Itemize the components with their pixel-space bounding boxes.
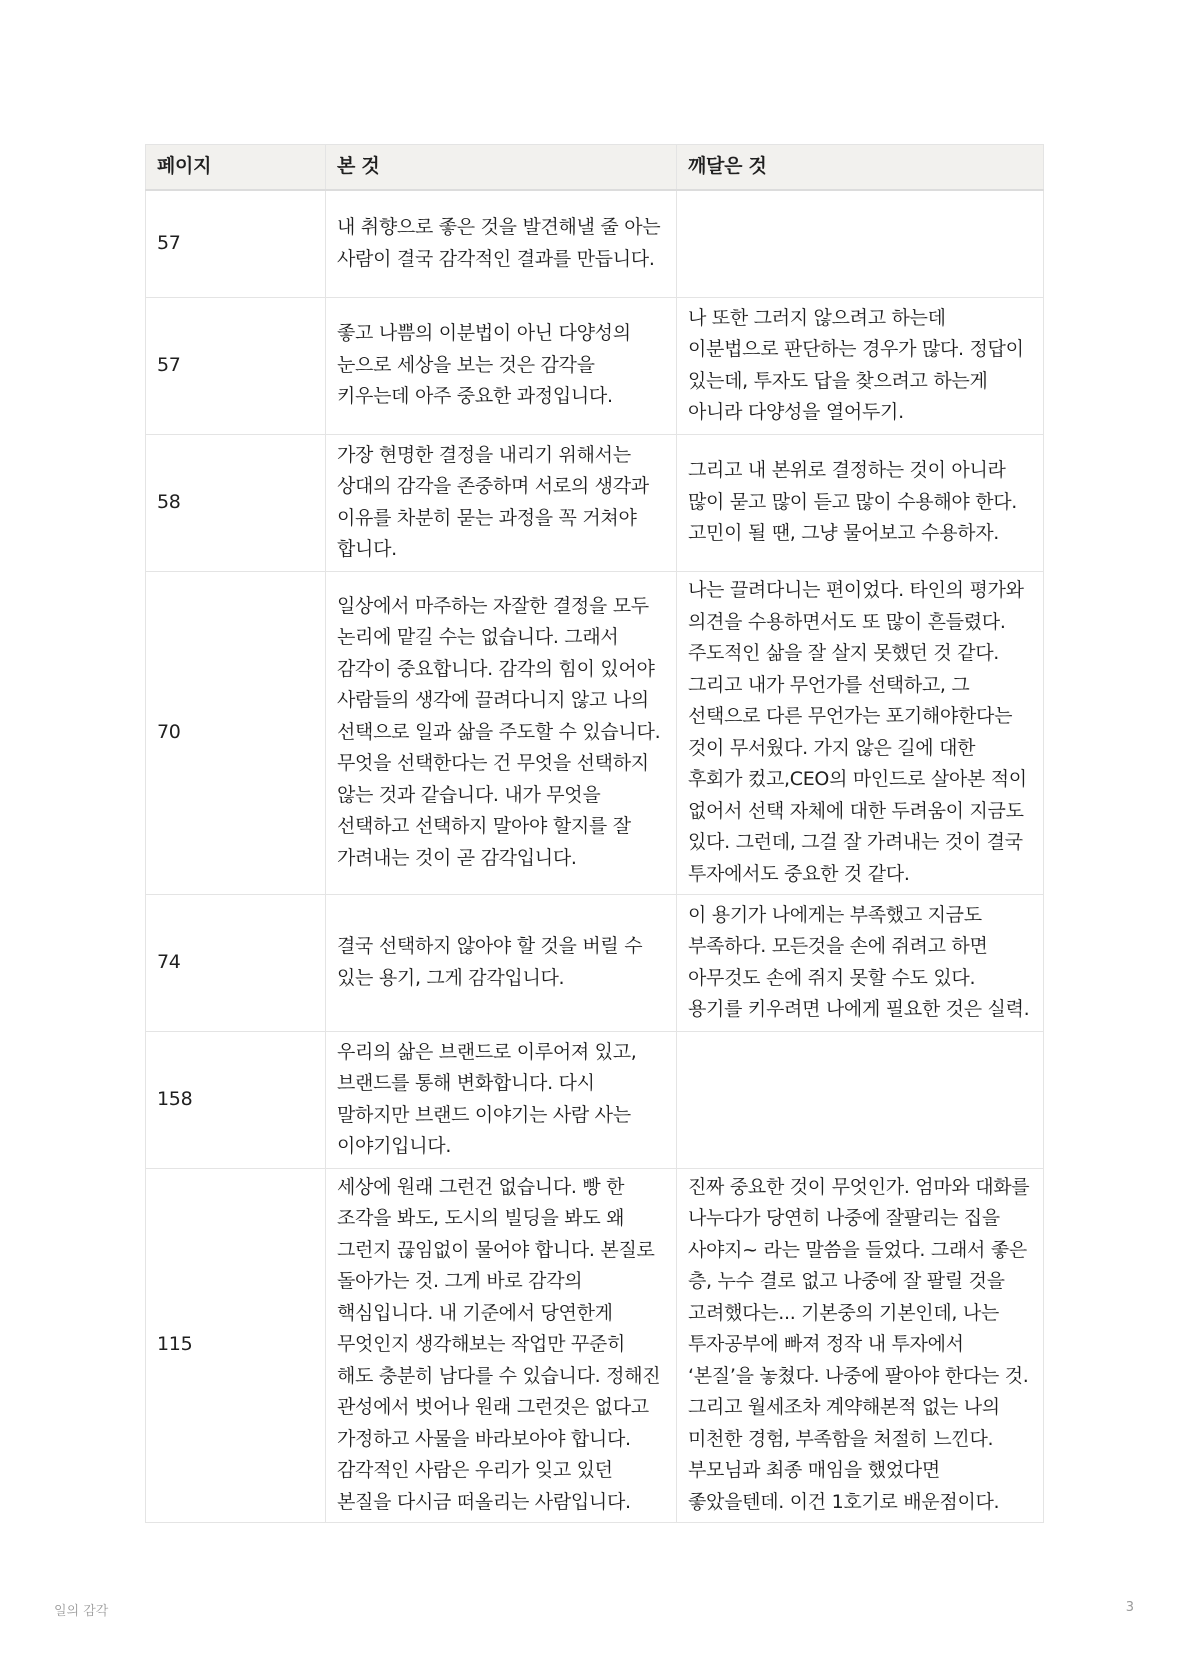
cell-page: 74 <box>146 894 326 1031</box>
cell-learned: 나는 끌려다니는 편이었다. 타인의 평가와 의견을 수용하면서도 또 많이 흔들렸다. 주도적인 삶을 잘 살지 못했던 것 같다. 그리고 내가 무언가를 선택하고, 그 선택으로 다른 무언가는 포기해야한다는 것이 무서웠다. 가지 않은 길에 대한 후회가 컸고,CEO의 마인드로 살아본 적이 없어서 선택 자체에 대한 두려움이 지금도 있다. 그런데, 그걸 잘 가려내는 것이 결국 투자에서도 중요한 것 같다. <box>677 571 1044 894</box>
cell-page: 58 <box>146 434 326 571</box>
table-header-row <box>146 145 1044 191</box>
table-row <box>146 1031 1044 1168</box>
cell-page: 158 <box>146 1031 326 1168</box>
table-row <box>146 1168 1044 1522</box>
cell-seen: 가장 현명한 결정을 내리기 위해서는 상대의 감각을 존중하며 서로의 생각과 이유를 차분히 묻는 과정을 꼭 거쳐야 합니다. <box>326 434 677 571</box>
header-seen: 본 것 <box>326 145 677 191</box>
table-row <box>146 894 1044 1031</box>
cell-seen: 세상에 원래 그런건 없습니다. 빵 한 조각을 봐도, 도시의 빌딩을 봐도 왜 그런지 끊임없이 물어야 합니다. 본질로 돌아가는 것. 그게 바로 감각의 핵심입니다. 내 기준에서 당연한게 무엇인지 생각해보는 작업만 꾸준히 해도 충분히 남다를 수 있습니다. 정해진 관성에서 벗어나 원래 그런것은 없다고 가정하고 사물을 바라보아야 합니다. 감각적인 사람은 우리가 잊고 있던 본질을 다시금 떠올리는 사람입니다. <box>326 1168 677 1522</box>
table-row <box>146 297 1044 434</box>
table-row <box>146 434 1044 571</box>
cell-learned: 진짜 중요한 것이 무엇인가. 엄마와 대화를 나누다가 당연히 나중에 잘팔리는 집을 사야지~ 라는 말씀을 들었다. 그래서 좋은 층, 누수 결로 없고 나중에 잘 팔릴 것을 고려했다는... 기본중의 기본인데, 나는 투자공부에 빠져 정작 내 투자에서 ‘본질’을 놓쳤다. 나중에 팔아야 한다는 것. 그리고 월세조차 계약해본적 없는 나의 미천한 경험, 부족함을 처절히 느낀다. 부모님과 최종 매임을 했었다면 좋았을텐데. 이건 1호기로 배운점이다. <box>677 1168 1044 1522</box>
table-row <box>146 190 1044 297</box>
cell-learned <box>677 190 1044 297</box>
table-row <box>146 571 1044 894</box>
cell-learned: 그리고 내 본위로 결정하는 것이 아니라 많이 묻고 많이 듣고 많이 수용해야 한다. 고민이 될 땐, 그냥 물어보고 수용하자. <box>677 434 1044 571</box>
cell-page: 115 <box>146 1168 326 1522</box>
cell-learned: 이 용기가 나에게는 부족했고 지금도 부족하다. 모든것을 손에 쥐려고 하면 아무것도 손에 쥐지 못할 수도 있다. 용기를 키우려면 나에게 필요한 것은 실력. <box>677 894 1044 1031</box>
cell-seen: 일상에서 마주하는 자잘한 결정을 모두 논리에 맡길 수는 없습니다. 그래서 감각이 중요합니다. 감각의 힘이 있어야 사람들의 생각에 끌려다니지 않고 나의 선택으로 일과 삶을 주도할 수 있습니다. 무엇을 선택한다는 건 무엇을 선택하지 않는 것과 같습니다. 내가 무엇을 선택하고 선택하지 말아야 할지를 잘 가려내는 것이 곧 감각입니다. <box>326 571 677 894</box>
header-page: 페이지 <box>146 145 326 191</box>
cell-seen: 좋고 나쁨의 이분법이 아닌 다양성의 눈으로 세상을 보는 것은 감각을 키우는데 아주 중요한 과정입니다. <box>326 297 677 434</box>
notes-table <box>145 144 1044 1523</box>
header-learned: 깨달은 것 <box>677 145 1044 191</box>
cell-seen: 결국 선택하지 않아야 할 것을 버릴 수 있는 용기, 그게 감각입니다. <box>326 894 677 1031</box>
cell-learned: 나 또한 그러지 않으려고 하는데 이분법으로 판단하는 경우가 많다. 정답이 있는데, 투자도 답을 찾으려고 하는게 아니라 다양성을 열어두기. <box>677 297 1044 434</box>
footer-document-title: 일의 감각 <box>54 1604 109 1619</box>
cell-seen: 우리의 삶은 브랜드로 이루어져 있고, 브랜드를 통해 변화합니다. 다시 말하지만 브랜드 이야기는 사람 사는 이야기입니다. <box>326 1031 677 1168</box>
cell-page: 57 <box>146 297 326 434</box>
cell-seen: 내 취향으로 좋은 것을 발견해낼 줄 아는 사람이 결국 감각적인 결과를 만듭니다. <box>326 190 677 297</box>
cell-page: 70 <box>146 571 326 894</box>
footer-page-number: 3 <box>1125 1600 1134 1615</box>
cell-learned <box>677 1031 1044 1168</box>
cell-page: 57 <box>146 190 326 297</box>
